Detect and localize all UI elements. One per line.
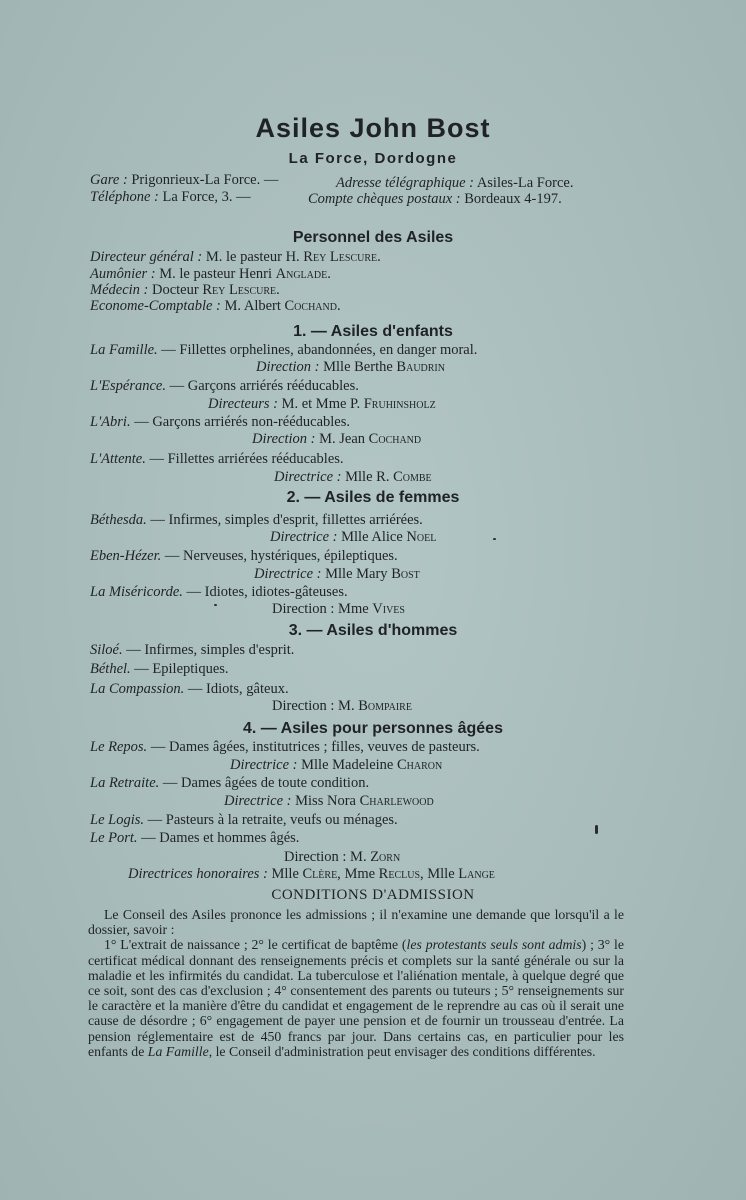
asile-desc: — Fillettes orphelines, abandonnées, en danger moral. (161, 342, 478, 358)
gare-label: Gare : (90, 172, 128, 188)
conditions-body-c: , le Conseil d'administration peut envisager des conditions différentes. (208, 1043, 596, 1059)
asile-item (90, 451, 344, 468)
direction-text: Miss Nora (295, 793, 356, 809)
personnel-row (90, 282, 280, 299)
direction-label: Direction : (284, 849, 347, 865)
direction-line (208, 396, 436, 413)
direction-name: Cochand (368, 431, 422, 447)
personnel-name: Rey Lescure. (202, 282, 280, 298)
asile-item (90, 661, 229, 678)
personnel-row (90, 249, 381, 266)
direction-name: Bost (391, 566, 420, 582)
conditions-body (88, 937, 624, 1059)
asile-item (90, 342, 477, 359)
asile-item (90, 830, 299, 847)
asile-name: Béthesda. (90, 512, 147, 528)
asile-name: Eben-Hézer. (90, 548, 162, 564)
direction-label: Directeurs : (208, 396, 278, 412)
direction-name: Charlewood (359, 793, 434, 809)
asile-name: La Miséricorde. (90, 584, 183, 600)
direction-text: Mlle Madeleine (301, 757, 394, 773)
direction-text: Mme (338, 601, 369, 617)
conditions-intro: Le Conseil des Asiles prononce les admissions ; il n'examine une demande que lorsqu'il a le dossier, savoir : (88, 907, 624, 938)
direction-label: Directrice : (254, 566, 322, 582)
asile-desc: — Dames et hommes âgés. (141, 830, 300, 846)
asile-desc: — Idiots, gâteux. (187, 681, 289, 697)
conditions-text (88, 907, 624, 1059)
personnel-role: Directeur général : (90, 249, 203, 265)
direction-text: M. (350, 849, 367, 865)
asile-name: Siloé. (90, 642, 123, 658)
asile-item (90, 812, 398, 829)
ink-speck (493, 538, 496, 540)
asile-name: La Retraite. (90, 775, 160, 791)
asile-desc: — Infirmes, simples d'esprit, fillettes arriérées. (150, 512, 423, 528)
honoraires-line (128, 866, 495, 883)
telephone-label: Téléphone : (90, 189, 159, 205)
direction-line (284, 849, 400, 866)
direction-label: Directrice : (224, 793, 292, 809)
asile-item (90, 414, 350, 431)
direction-name: Charon (396, 757, 443, 773)
personnel-name: Anglade. (275, 266, 331, 282)
personnel-name: Cochand. (284, 298, 341, 314)
asile-item (90, 512, 423, 529)
direction-line (230, 757, 442, 774)
asile-item (90, 739, 480, 756)
direction-name: Bompaire (358, 698, 412, 714)
asile-item (90, 584, 348, 601)
asile-name: Le Port. (90, 830, 138, 846)
personnel-row (90, 266, 331, 283)
conditions-body-b-italic: La Famille (147, 1043, 209, 1059)
direction-line (256, 359, 445, 376)
direction-label: Directrice : (274, 469, 342, 485)
honoraires-title: Mlle (271, 866, 299, 882)
asile-name: L'Abri. (90, 414, 131, 430)
conditions-body-a-italic: les protestants seuls sont admis (406, 937, 582, 953)
adresse-line (336, 175, 573, 192)
asile-name: L'Attente. (90, 451, 146, 467)
ink-speck (595, 825, 598, 834)
asile-name: Le Repos. (90, 739, 148, 755)
direction-text: Mlle Berthe (323, 359, 393, 375)
asile-desc: — Pasteurs à la retraite, veufs ou ménages. (147, 812, 398, 828)
asile-name: Le Logis. (90, 812, 144, 828)
asile-desc: — Infirmes, simples d'esprit. (126, 642, 295, 658)
compte-label: Compte chèques postaux : (308, 191, 461, 207)
asile-desc: — Epileptiques. (134, 661, 229, 677)
asile-item (90, 548, 398, 565)
direction-text: Mlle R. (345, 469, 390, 485)
direction-label: Direction : (272, 698, 335, 714)
personnel-row (90, 298, 341, 315)
ink-speck (214, 604, 217, 606)
asile-desc: — Idiotes, idiotes-gâteuses. (186, 584, 348, 600)
honoraires-name: Lange (458, 866, 495, 882)
asile-desc: — Garçons arriérés non-rééducables. (134, 414, 350, 430)
conditions-body-b: ) ; 3° le certificat médical donnant des renseignements précis et complets sur la santé générale ou sur la maladie et les infirmités du candidat. La tuberculose et l'aliénation mentale, à quelque degré que ce soit, sont des cas d'exclusion ; 4° consentement des parents ou tuteurs ; 5° renseignements sur le caractère et la manière d'être du candidat et engagement de le reprendre au cas où il serait une cause de désordre ; 6° engagement de payer une pension et de fournir un trousseau d'entrée. La pension réglementaire est de 450 francs par jour. Dans certains cas, en particulier pour les enfants de (88, 937, 624, 1059)
direction-text: M. et Mme P. (281, 396, 361, 412)
asile-desc: — Dames âgées de toute condition. (162, 775, 370, 791)
honoraires-title: Mlle (427, 866, 455, 882)
personnel-name: Rey Lescure. (303, 249, 381, 265)
ages-heading: 4. — Asiles pour personnes âgées (243, 720, 503, 737)
direction-text: Mlle Mary (325, 566, 388, 582)
honoraires-name: Clère, (302, 866, 341, 882)
personnel-text: M. Albert (224, 298, 281, 314)
direction-line (254, 566, 420, 583)
direction-label: Direction : (272, 601, 335, 617)
adresse-value: Asiles-La Force. (476, 175, 574, 191)
direction-name: Combe (393, 469, 432, 485)
personnel-role: Médecin : (90, 282, 149, 298)
asile-desc: — Garçons arriérés rééducables. (169, 378, 359, 394)
asile-item (90, 642, 294, 659)
telephone-line (90, 189, 251, 206)
asile-name: La Famille. (90, 342, 158, 358)
direction-line (272, 698, 412, 715)
gare-value: Prigonrieux-La Force. — (131, 172, 279, 188)
hommes-heading: 3. — Asiles d'hommes (288, 622, 458, 639)
direction-text: M. (338, 698, 355, 714)
direction-name: Vives (372, 601, 405, 617)
personnel-role: Aumônier : (90, 266, 156, 282)
direction-name: Baudrin (396, 359, 445, 375)
personnel-text: M. le pasteur H. (205, 249, 300, 265)
asile-desc: — Fillettes arriérées rééducables. (149, 451, 344, 467)
page-subtitle: La Force, Dordogne (288, 150, 458, 167)
direction-label: Directrice : (270, 529, 338, 545)
direction-text: M. Jean (319, 431, 366, 447)
direction-label: Directrice : (230, 757, 298, 773)
conditions-heading: CONDITIONS D'ADMISSION (271, 887, 475, 903)
personnel-text: M. le pasteur Henri (159, 266, 273, 282)
direction-line (270, 529, 436, 546)
personnel-role: Econome-Comptable : (90, 298, 221, 314)
gare-line (90, 172, 278, 189)
asile-item (90, 378, 359, 395)
asile-name: L'Espérance. (90, 378, 166, 394)
asile-item (90, 775, 369, 792)
direction-text: Mlle Alice (341, 529, 403, 545)
asile-item (90, 681, 289, 698)
telephone-value: La Force, 3. — (162, 189, 251, 205)
direction-line (272, 601, 405, 618)
honoraires-name: Reclus, (378, 866, 424, 882)
compte-value: Bordeaux 4-197. (464, 191, 562, 207)
honoraires-label: Directrices honoraires : (128, 866, 268, 882)
direction-line (224, 793, 434, 810)
adresse-label: Adresse télégraphique : (336, 175, 474, 191)
direction-name: Fruhinsholz (363, 396, 436, 412)
direction-line (252, 431, 421, 448)
compte-line (308, 191, 562, 208)
personnel-heading: Personnel des Asiles (292, 229, 454, 246)
direction-name: Zorn (370, 849, 401, 865)
direction-line (274, 469, 432, 486)
honoraires-title: Mme (344, 866, 376, 882)
direction-label: Direction : (252, 431, 316, 447)
direction-name: Noel (406, 529, 437, 545)
enfants-heading: 1. — Asiles d'enfants (293, 323, 453, 340)
conditions-body-a: 1° L'extrait de naissance ; 2° le certificat de baptême ( (104, 937, 407, 953)
asile-desc: — Nerveuses, hystériques, épileptiques. (164, 548, 398, 564)
asile-name: La Compassion. (90, 681, 185, 697)
direction-label: Direction : (256, 359, 320, 375)
personnel-text: Docteur (152, 282, 199, 298)
femmes-heading: 2. — Asiles de femmes (286, 489, 460, 506)
asile-desc: — Dames âgées, institutrices ; filles, veuves de pasteurs. (150, 739, 480, 755)
page-title: Asiles John Bost (255, 113, 491, 143)
asile-name: Béthel. (90, 661, 131, 677)
